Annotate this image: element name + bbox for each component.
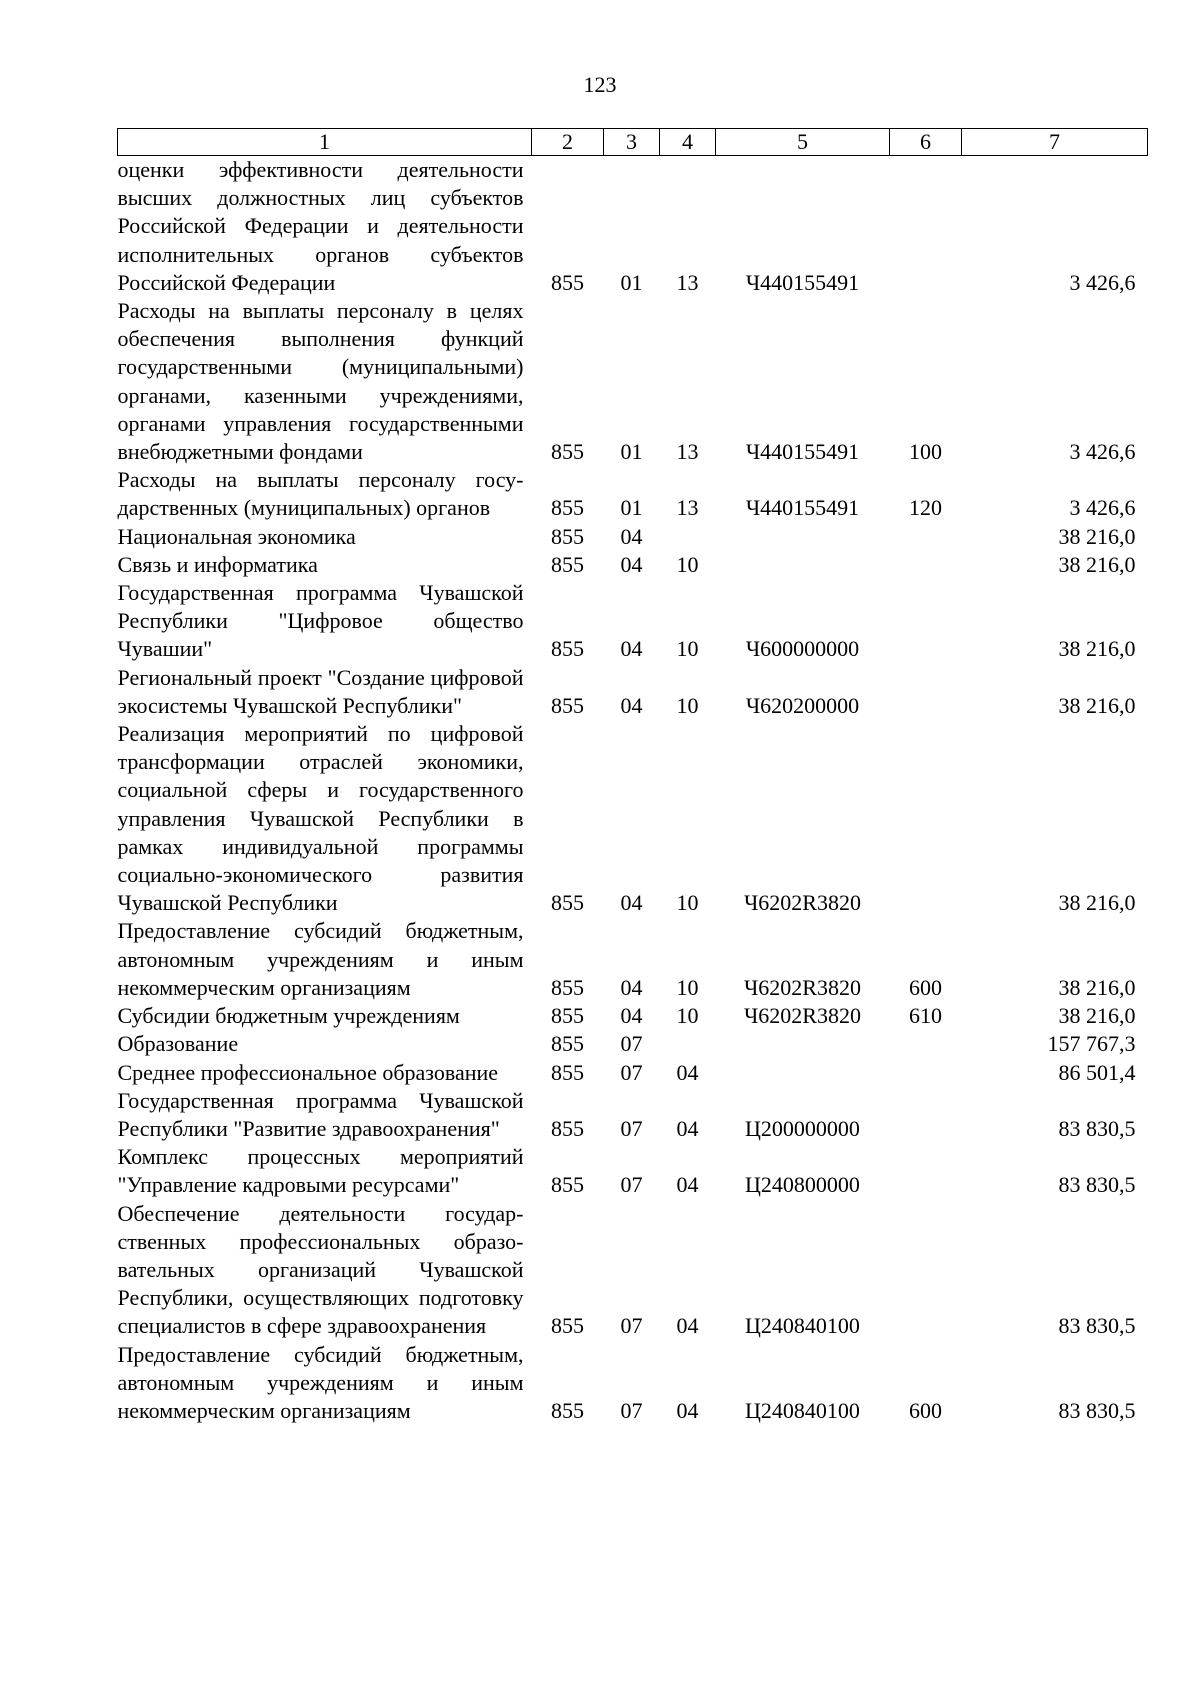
row-csr-cell (716, 1059, 890, 1087)
row-pr-cell: 04 (676, 1397, 699, 1423)
row-name-cell: Предоставление субсидий бюджетным, автономным учреждениям и иным некоммерческим организациям (117, 918, 524, 1000)
row-pr-cell (660, 523, 716, 551)
row-gr-cell: 855 (551, 890, 584, 916)
table-body (118, 156, 1148, 1426)
row-pr-cell: 04 (676, 1115, 699, 1141)
row-vr-cell: 610 (909, 1003, 942, 1029)
row-rz-cell: 07 (620, 1172, 643, 1198)
row-gr-cell: 855 (551, 439, 584, 465)
row-csr-cell (716, 523, 890, 551)
row-rz-cell: 01 (620, 495, 643, 521)
row-vr-cell (890, 1059, 962, 1087)
table-row (118, 1200, 1148, 1341)
row-rz-cell: 04 (620, 974, 643, 1000)
row-csr-cell: Ч440155491 (745, 439, 860, 465)
row-csr-cell: Ч6202R3820 (744, 974, 861, 1000)
table-row (118, 156, 1148, 298)
row-sum-cell: 86 501,4 (1058, 1059, 1136, 1085)
row-rz-cell: 04 (620, 551, 643, 577)
row-vr-cell (890, 1200, 962, 1341)
row-pr-cell: 10 (676, 636, 699, 662)
table-row (118, 720, 1148, 917)
row-pr-cell: 10 (676, 551, 699, 577)
row-sum-cell: 157 767,3 (1047, 1031, 1136, 1057)
row-name-cell: Связь и информатика (117, 551, 318, 577)
row-sum-cell: 3 426,6 (1069, 495, 1136, 521)
row-csr-cell: Ч620200000 (745, 692, 860, 718)
row-gr-cell: 855 (551, 692, 584, 718)
row-gr-cell: 855 (551, 523, 584, 549)
row-name-cell: Национальная экономика (117, 523, 356, 549)
row-gr-cell: 855 (551, 1003, 584, 1029)
budget-table (117, 128, 1148, 1425)
row-rz-cell: 04 (620, 692, 643, 718)
row-sum-cell: 38 216,0 (1058, 523, 1136, 549)
row-vr-cell (890, 523, 962, 551)
row-gr-cell: 855 (551, 1059, 584, 1085)
row-gr-cell: 855 (551, 1397, 584, 1423)
row-pr-cell: 10 (676, 890, 699, 916)
row-name-cell: Государственная программа Чувашской Республики "Развитие здравоохранения" (117, 1087, 524, 1141)
row-csr-cell: Ц240800000 (745, 1172, 860, 1198)
table-row (118, 523, 1148, 551)
row-csr-cell: Ц200000000 (745, 1115, 860, 1141)
row-csr-cell: Ц240840100 (745, 1313, 860, 1339)
row-rz-cell: 04 (620, 523, 643, 549)
row-name-cell: Обеспечение деятельности государственных профессиональных образовательных организаций Чувашской Республики, осуществляющих подготовку специалистов в сфере здравоохранения (117, 1200, 524, 1339)
table-header (118, 129, 1148, 156)
header-row (118, 129, 1148, 156)
table-row (118, 1059, 1148, 1087)
row-pr-cell: 04 (676, 1313, 699, 1339)
row-name-cell: Комплекс процессных мероприятий "Управление кадровыми ресурсами" (117, 1144, 524, 1198)
row-sum-cell: 3 426,6 (1069, 269, 1136, 295)
row-gr-cell: 855 (551, 269, 584, 295)
row-sum-cell: 3 426,6 (1069, 439, 1136, 465)
row-name-cell: Среднее профессиональное образование (117, 1059, 499, 1085)
row-pr-cell: 13 (676, 269, 699, 295)
row-vr-cell (890, 1087, 962, 1143)
row-rz-cell: 07 (620, 1313, 643, 1339)
column-header-7: 7 (962, 129, 1148, 156)
row-gr-cell: 855 (551, 495, 584, 521)
row-pr-cell: 13 (676, 495, 699, 521)
row-gr-cell: 855 (551, 636, 584, 662)
row-vr-cell (890, 156, 962, 298)
row-sum-cell: 38 216,0 (1058, 974, 1136, 1000)
row-rz-cell: 07 (620, 1059, 643, 1085)
column-header-4: 4 (660, 129, 716, 156)
row-rz-cell: 01 (620, 269, 643, 295)
row-name-cell: Расходы на выплаты персоналу в целях обеспечения выполнения функций государственными (муниципальными) органами, казенными учреждениями, органами управления государственными внебюджетными фондами (117, 298, 524, 465)
row-vr-cell (890, 551, 962, 579)
row-sum-cell: 83 830,5 (1058, 1313, 1136, 1339)
row-sum-cell: 83 830,5 (1058, 1172, 1136, 1198)
row-csr-cell: Ч440155491 (745, 495, 860, 521)
row-csr-cell: Ч6202R3820 (744, 1003, 861, 1029)
row-vr-cell: 120 (909, 495, 942, 521)
row-sum-cell: 38 216,0 (1058, 1003, 1136, 1029)
row-sum-cell: 38 216,0 (1058, 692, 1136, 718)
row-name-cell: Реализация мероприятий по цифровой трансформации отраслей экономики, социальной сферы и государственного управления Чувашской Республики в рамках индивидуальной программы социально-экономического развития Чувашской Республики (117, 721, 524, 916)
row-pr-cell: 10 (676, 1003, 699, 1029)
table-row (118, 297, 1148, 466)
table-row (118, 1002, 1148, 1030)
row-vr-cell (890, 720, 962, 917)
row-name-cell: Расходы на выплаты персоналу государственных (муниципальных) органов (117, 467, 524, 521)
row-name-cell: Предоставление субсидий бюджетным, автономным учреждениям и иным некоммерческим организациям (117, 1341, 524, 1423)
row-rz-cell: 07 (620, 1115, 643, 1141)
row-name-cell: Региональный проект "Создание цифровой экосистемы Чувашской Республики" (117, 664, 524, 718)
row-vr-cell (890, 579, 962, 664)
row-csr-cell: Ч6202R3820 (744, 890, 861, 916)
row-rz-cell: 01 (620, 439, 643, 465)
row-name-cell: Субсидии бюджетным учреждениям (117, 1003, 460, 1029)
row-name-cell: Образование (117, 1031, 239, 1057)
row-vr-cell: 100 (909, 439, 942, 465)
row-gr-cell: 855 (551, 1031, 584, 1057)
row-rz-cell: 04 (620, 636, 643, 662)
row-name-cell: оценки эффективности деятельности высших должностных лиц субъектов Российской Федерации и деятельности исполнительных органов субъектов Российской Федерации (117, 157, 524, 295)
row-vr-cell (890, 1143, 962, 1199)
row-vr-cell (890, 1030, 962, 1058)
row-sum-cell: 83 830,5 (1058, 1397, 1136, 1423)
column-header-1: 1 (118, 129, 532, 156)
column-header-3: 3 (604, 129, 660, 156)
table-row (118, 1087, 1148, 1143)
row-gr-cell: 855 (551, 974, 584, 1000)
row-gr-cell: 855 (551, 551, 584, 577)
row-sum-cell: 38 216,0 (1058, 890, 1136, 916)
row-pr-cell (660, 1030, 716, 1058)
table-row (118, 1030, 1148, 1058)
column-header-5: 5 (716, 129, 890, 156)
table-row (118, 1341, 1148, 1426)
table-row (118, 579, 1148, 664)
row-gr-cell: 855 (551, 1313, 584, 1339)
table-row (118, 551, 1148, 579)
column-header-2: 2 (532, 129, 604, 156)
row-sum-cell: 38 216,0 (1058, 551, 1136, 577)
row-pr-cell: 13 (676, 439, 699, 465)
row-sum-cell: 38 216,0 (1058, 636, 1136, 662)
table-row (118, 664, 1148, 720)
row-rz-cell: 07 (620, 1397, 643, 1423)
row-csr-cell: Ч440155491 (745, 269, 860, 295)
row-rz-cell: 04 (620, 890, 643, 916)
table-row (118, 1143, 1148, 1199)
row-name-cell: Государственная программа Чувашской Республики "Цифровое общество Чувашии" (117, 580, 524, 662)
table-row (118, 466, 1148, 522)
row-csr-cell: Ц240840100 (745, 1397, 860, 1423)
table-row (118, 917, 1148, 1002)
row-pr-cell: 04 (676, 1172, 699, 1198)
row-csr-cell: Ч600000000 (745, 636, 860, 662)
row-pr-cell: 04 (676, 1059, 699, 1085)
row-gr-cell: 855 (551, 1115, 584, 1141)
column-header-6: 6 (890, 129, 962, 156)
row-rz-cell: 04 (620, 1003, 643, 1029)
row-csr-cell (716, 551, 890, 579)
row-vr-cell (890, 664, 962, 720)
row-rz-cell: 07 (620, 1031, 643, 1057)
page-number: 123 (583, 72, 617, 97)
row-pr-cell: 10 (676, 974, 699, 1000)
row-csr-cell (716, 1030, 890, 1058)
row-pr-cell: 10 (676, 692, 699, 718)
row-vr-cell: 600 (909, 1397, 942, 1423)
row-gr-cell: 855 (551, 1172, 584, 1198)
row-sum-cell: 83 830,5 (1058, 1115, 1136, 1141)
row-vr-cell: 600 (909, 974, 942, 1000)
